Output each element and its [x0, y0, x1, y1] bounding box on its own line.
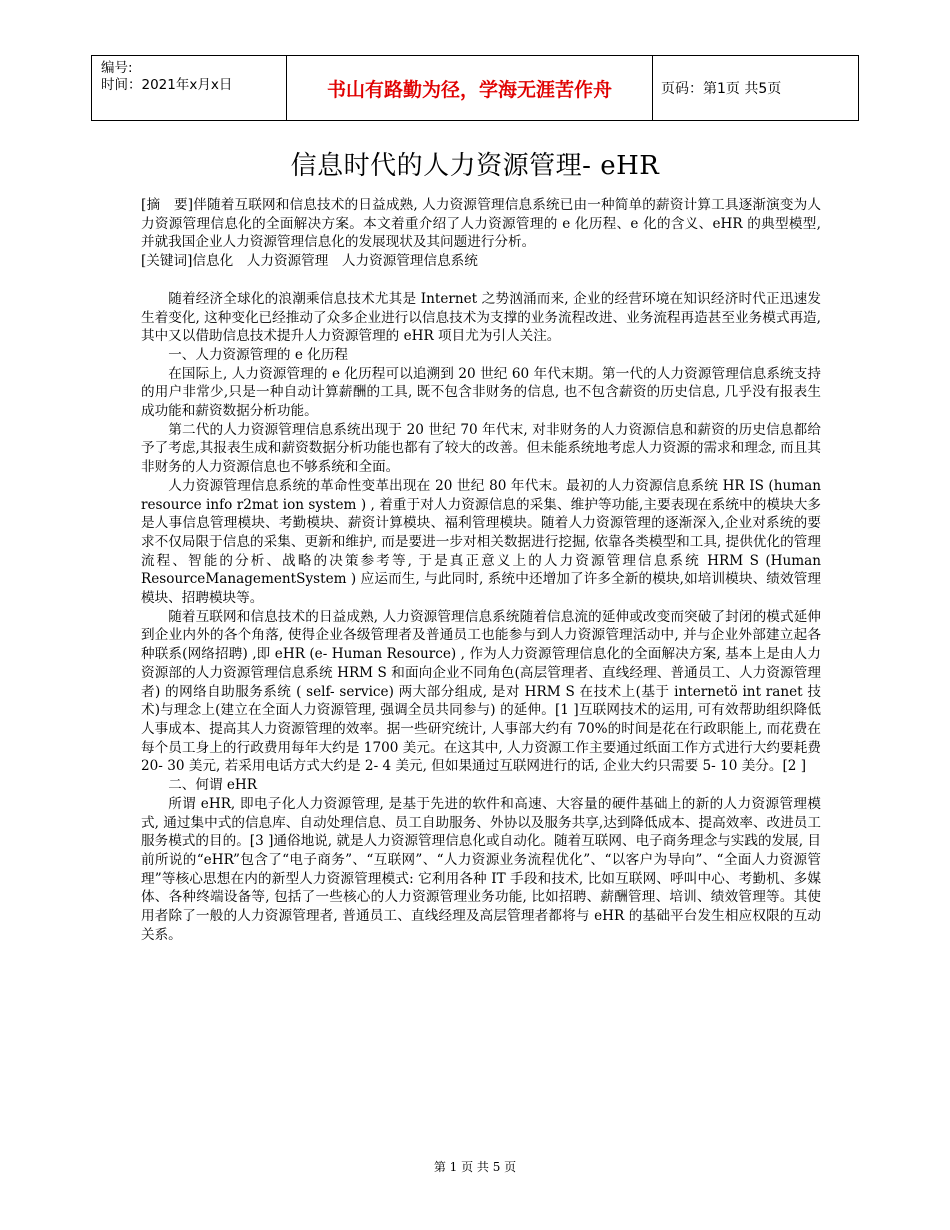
header-meta-cell	[92, 56, 287, 120]
header-table	[91, 55, 859, 121]
paragraph: 人力资源管理信息系统的革命性变革出现在 20 世纪 80 年代末。最初的人力资源信息系统 HR IS (human resource info r2mat ion system ) , 着重于对人力资源信息的采集、维护等功能,主要表现在系统中的模块大多是人事信息管理模块、考勤模块、薪资计算模块、福利管理模块。随着人力资源管理的逐渐深入,企业对系统的要求不仅局限于信息的采集、更新和维护, 而是要进一步对相关数据进行挖掘, 依靠各类模型和工具, 提供优化的管理流程、智能的分析、战略的决策参考等, 于是真正意义上的人力资源管理信息系统 HRM S (Human ResourceManagementSystem ) 应运而生, 与此同时, 系统中还增加了许多全新的模块,如培训模块、绩效管理模块、招聘模块等。	[141, 477, 821, 607]
document-title: 信息时代的人力资源管理- eHR	[290, 151, 660, 181]
page-footer: 第 1 页 共 5 页	[433, 1160, 517, 1174]
paragraph: 随着互联网和信息技术的日益成熟, 人力资源管理信息系统随着信息流的延伸或改变而突破了封闭的模式延伸到企业内外的各个角落, 使得企业各级管理者及普通员工也能参与到人力资源管理活动中, 并与企业外部建立起各种联系(网络招聘) ,即 eHR (e- Human Resource) , 作为人力资源管理信息化的全面解决方案, 基本上是由人力资源部的人力资源管理信息系统 HRM S 和面向企业不同角色(高层管理者、直线经理、普通员工、人力资源管理者) 的网络自助服务系统 ( self- service) 两大部分组成, 是对 HRM S 在技术上(基于 internetö int ranet 技术)与理念上(建立在全面人力资源管理, 强调全员共同参与) 的延伸。[1 ]互联网技术的运用, 可有效帮助组织降低人事成本、提高其人力资源管理的效率。据一些研究统计, 人事部大约有 70%的时间是花在行政职能上, 而花费在每个员工身上的行政费用每年大约是 1700 美元。在这其中, 人力资源工作主要通过纸面工作方式进行大约要耗费 20- 30 美元, 若采用电话方式大约是 2- 4 美元, 但如果通过互联网进行的话, 企业大约只需要 5- 10 美分。[2 ]	[141, 608, 821, 775]
keywords: [关键词]信息化 人力资源管理 人力资源管理信息系统	[141, 253, 478, 270]
paragraph: 在国际上, 人力资源管理的 e 化历程可以追溯到 20 世纪 60 年代末期。第一代的人力资源管理信息系统支持的用户非常少,只是一种自动计算薪酬的工具, 既不包含非财务的信息, 也不包含薪资的历史信息, 几乎没有报表生成功能和薪资数据分析功能。	[141, 365, 821, 420]
serial-label: 编号:	[101, 60, 133, 76]
page-info: 页码：第1页 共5页	[661, 81, 782, 97]
section-heading-2: 二、何谓 eHR	[168, 777, 258, 794]
section-heading-1: 一、人力资源管理的 e 化历程	[168, 346, 348, 363]
abstract: [摘 要]伴随着互联网和信息技术的日益成熟, 人力资源管理信息系统已由一种简单的薪资计算工具逐渐演变为人力资源管理信息化的全面解决方案。本文着重介绍了人力资源管理的 e 化历程、e 化的含义、eHR 的典型模型, 并就我国企业人力资源管理信息化的发展现状及其问题进行分析。	[141, 197, 821, 251]
paragraph-intro: 随着经济全球化的浪潮乘信息技术尤其是 Internet 之势汹涌而来, 企业的经营环境在知识经济时代正迅速发生着变化, 这种变化已经推动了众多企业进行以信息技术为支撑的业务流程改进、业务流程再造甚至业务模式再造, 其中又以借助信息技术提升人力资源管理的 eHR 项目尤为引人关注。	[141, 290, 821, 345]
document-body	[141, 196, 821, 944]
spacer	[141, 271, 821, 290]
paragraph: 第二代的人力资源管理信息系统出现于 20 世纪 70 年代末, 对非财务的人力资源信息和薪资的历史信息都给予了考虑,其报表生成和薪资数据分析功能也都有了较大的改善。但未能系统地考虑人力资源的需求和理念, 而且其非财务的人力资源信息也不够系统和全面。	[141, 421, 821, 476]
motto: 书山有路勤为径，学海无涯苦作舟	[287, 56, 653, 120]
time-label: 时间：2021年x月x日	[101, 77, 233, 93]
paragraph: 所谓 eHR, 即电子化人力资源管理, 是基于先进的软件和高速、大容量的硬件基础上的新的人力资源管理模式, 通过集中式的信息库、自动处理信息、员工自助服务、外协以及服务共享,达到降低成本、提高效率、改进员工服务模式的目的。[3 ]通俗地说, 就是人力资源管理信息化或自动化。随着互联网、电子商务理念与实践的发展, 目前所说的“eHR”包含了“电子商务”、“互联网”、“人力资源业务流程优化”、“以客户为导向”、“全面人力资源管理”等核心思想在内的新型人力资源管理模式: 它利用各种 IT 手段和技术, 比如互联网、呼叫中心、考勤机、多媒体、各种终端设备等, 包括了一些核心的人力资源管理业务功能, 比如招聘、薪酬管理、培训、绩效管理等。其使用者除了一般的人力资源管理者, 普通员工、直线经理及高层管理者都将与 eHR 的基础平台发生相应权限的互动关系。	[141, 795, 821, 943]
